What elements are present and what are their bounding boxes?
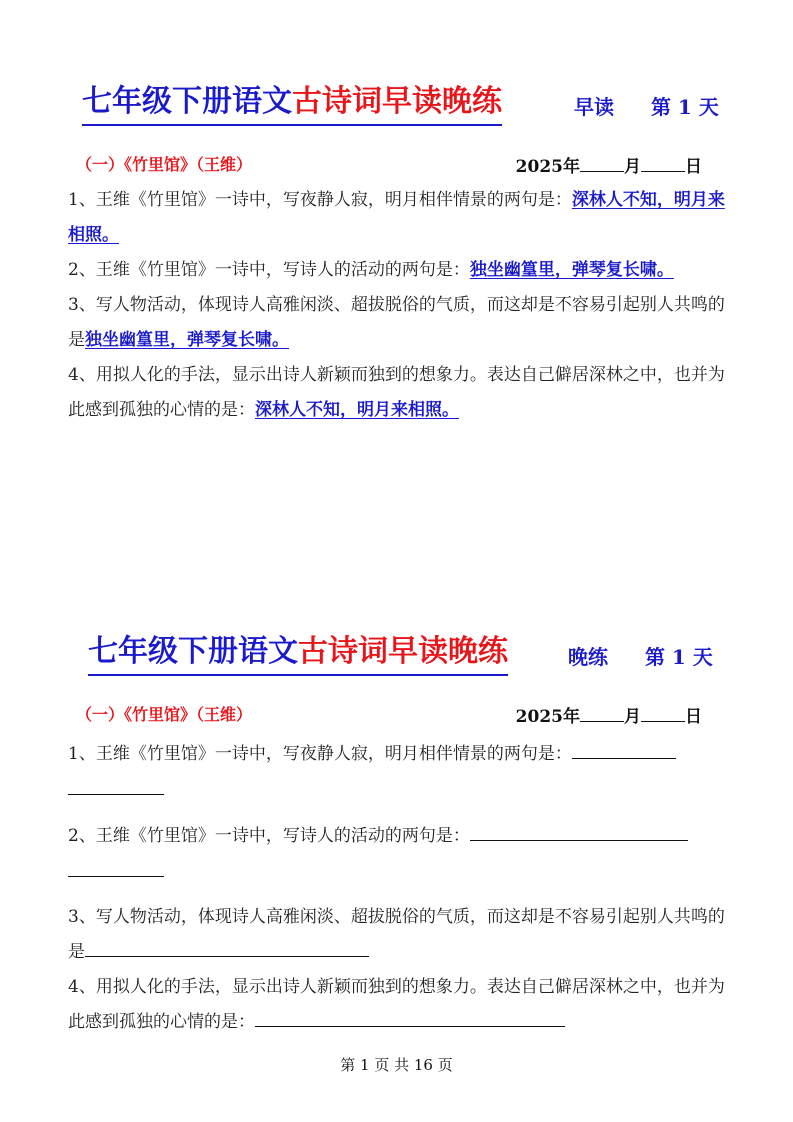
day-blank[interactable] [641, 707, 685, 722]
question-text: 1、王维《竹里馆》一诗中，写夜静人寂，明月相伴情景的两句是： [68, 190, 572, 210]
question-4 [68, 970, 730, 1040]
question-text: 2、王维《竹里馆》一诗中，写诗人的活动的两句是： [68, 260, 470, 280]
evening-title-row [68, 632, 730, 682]
answer-blank[interactable] [68, 776, 164, 795]
session-day: 第 1 天 [650, 95, 719, 119]
question-text: 2、王维《竹里馆》一诗中，写诗人的活动的两句是： [68, 826, 470, 846]
question-1 [68, 183, 730, 253]
date-field [516, 152, 702, 177]
date-day: 日 [685, 157, 702, 177]
evening-title [88, 632, 508, 676]
page-footer: 第 1 页 共 16 页 [340, 1056, 453, 1074]
answer-blank[interactable] [68, 858, 164, 877]
morning-section [68, 82, 730, 428]
poem-title: （一）《竹里馆》（王维） [76, 705, 253, 724]
title-blue-part: 七年级下册语文 [88, 634, 298, 669]
answer-text: 独坐幽篁里，弹琴复长啸。 [85, 330, 289, 350]
evening-subhead [68, 702, 730, 732]
title-blue-part: 七年级下册语文 [82, 84, 292, 119]
title-red-part: 古诗词早读晚练 [298, 634, 508, 669]
question-text: 3、写人物活动，体现诗人高雅闲淡、超拔脱俗的气质，而这却是不容易引起别人共鸣的是 [68, 295, 725, 350]
date-month: 月 [624, 707, 641, 727]
question-1 [68, 736, 730, 808]
question-3 [68, 288, 730, 358]
answer-text: 深林人不知，明月来相照。 [68, 190, 725, 245]
date-day: 日 [685, 707, 702, 727]
title-red-part: 古诗词早读晚练 [292, 84, 502, 119]
answer-blank[interactable] [255, 1008, 565, 1027]
question-4 [68, 358, 730, 428]
question-text: 4、用拟人化的手法，显示出诗人新颖而独到的想象力。表达自己僻居深林之中，也并为此感到孤独的心情的是： [68, 365, 725, 420]
poem-title: （一）《竹里馆》（王维） [76, 155, 253, 174]
question-3 [68, 900, 730, 970]
answer-blank[interactable] [85, 938, 369, 957]
question-text: 3、写人物活动，体现诗人高雅闲淡、超拔脱俗的气质，而这却是不容易引起别人共鸣的是 [68, 907, 725, 962]
date-year: 2025年 [515, 707, 580, 727]
month-blank[interactable] [580, 157, 624, 172]
answer-text: 深林人不知，明月来相照。 [255, 400, 459, 420]
session-name: 早读 [574, 95, 614, 119]
month-blank[interactable] [580, 707, 624, 722]
session-name: 晚练 [568, 645, 608, 669]
evening-session-label [568, 641, 713, 670]
date-month: 月 [624, 157, 641, 177]
morning-subhead [68, 152, 730, 182]
morning-title-row [68, 82, 730, 132]
question-text: 4、用拟人化的手法，显示出诗人新颖而独到的想象力。表达自己僻居深林之中，也并为此感到孤独的心情的是： [68, 977, 725, 1032]
date-field [516, 702, 702, 727]
morning-questions [68, 183, 730, 428]
session-day: 第 1 天 [644, 645, 713, 669]
evening-questions [68, 736, 730, 1040]
morning-title [82, 82, 502, 126]
day-blank[interactable] [641, 157, 685, 172]
answer-blank[interactable] [572, 740, 676, 759]
morning-session-label [574, 91, 719, 120]
question-text: 1、王维《竹里馆》一诗中，写夜静人寂，明月相伴情景的两句是： [68, 744, 572, 764]
answer-blank[interactable] [470, 822, 688, 841]
answer-text: 独坐幽篁里，弹琴复长啸。 [469, 260, 674, 280]
evening-section [68, 632, 730, 1040]
question-2 [68, 818, 730, 890]
question-2 [68, 253, 730, 288]
date-year: 2025年 [515, 157, 580, 177]
